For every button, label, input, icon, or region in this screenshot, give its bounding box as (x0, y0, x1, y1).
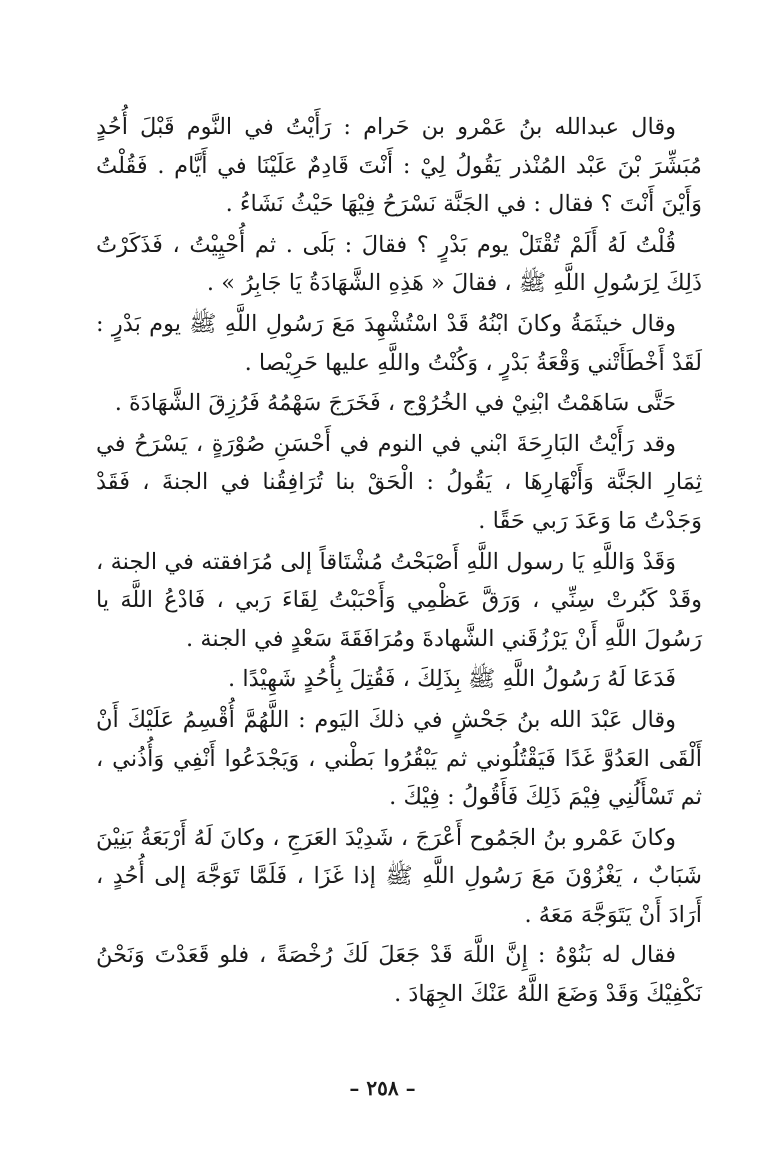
page-number: – ٢٥٨ – (349, 1076, 416, 1100)
paragraph-3: وقال خيثَمَةُ وكانَ ابْنُهُ قَدْ اسْتُشْهِدَ مَعَ رَسُولِ اللَّهِ ﷺ يوم بَدْرٍ : لَقَدْ أَخْطَأَتْني وَقْعَةُ بَدْرٍ ، وَكُنْتُ واللَّهِ عليها حَرِيْصا . (96, 310, 702, 376)
body-text (96, 108, 702, 1016)
paragraph-5: وقد رَأَيْتُ البَارِحَةَ ابْني في النوم في أَحْسَنِ صُوْرَةٍ ، يَسْرَحُ في ثِمَارِ الجَنَّة وَأَنْهَارِهَا ، يَقُولُ : الْحَقْ بنا تُرَافِقُنا في الجنةَ ، فَقَدْ وَجَدْتُ مَا وَعَدَ رَبي حَقًا . (96, 430, 702, 534)
paragraph-4: حَتَّى سَاهَمْتُ ابْنِيْ في الخُرُوْج ، فَخَرَجَ سَهْمُهُ فَرُزِقَ الشَّهَادَةَ . (114, 390, 676, 417)
paragraph-6: وَقَدْ وَاللَّهِ يَا رسول اللَّهِ أَصْبَحْتُ مُشْتَاقاً إلى مُرَافقته في الجنة ، وقَدْ كَبُرتْ سِنِّي ، وَرَقَّ عَظْمِي وَأَحْبَبْتُ لِقَاءَ رَبي ، فَادْعُ اللَّهَ يا رَسُولَ اللَّهِ أَنْ يَرْزُقَني الشَّهادةَ ومُرَافَقَةَ سَعْدٍ في الجنة . (96, 548, 702, 652)
paragraph-10: فقال له بَنُوْهُ : إِنَّ اللَّهَ قَدْ جَعَلَ لَكَ رُخْصَةً ، فلو قَعَدْتَ وَنَحْنُ نَكْفِيْكَ وَقَدْ وَضَعَ اللَّهُ عَنْكَ الجِهَادَ . (96, 942, 702, 1008)
paragraph-2: قُلْتُ لَهُ أَلَمْ تُقْتَلْ يوم بَدْرٍ ؟ فقالَ : بَلَى . ثم أُحْيِيْتُ ، فَذَكَرْتُ ذَلِكَ لِرَسُولِ اللَّهِ ﷺ ، فقالَ « هَذِهِ الشَّهَادَةُ يَا جَابِرُ » . (96, 231, 702, 297)
paragraph-9: وكانَ عَمْرو بنُ الجَمُوح أَعْرَجَ ، شَدِيْدَ العَرَجِ ، وكانَ لَهُ أَرْبَعَةُ بَنِيْنَ شَبَابٌ ، يَغْزُوْنَ مَعَ رَسُولِ اللَّهِ ﷺ إذا غَزَا ، فَلَمَّا تَوَجَّهَ إلى أُحُدٍ ، أَرَادَ أَنْ يَتَوَجَّهَ مَعَهُ . (96, 824, 702, 928)
paragraph-1: وقال عبدالله بنُ عَمْرو بن حَرام : رَأَيْتُ في النَّوم قَبْلَ أُحُدٍ مُبَشِّرَ بْنَ عَبْد المُنْذر يَقُولُ لِيْ : أَنْتَ قَادِمٌ عَلَيْنَا في أَيَّام . فَقُلْتُ وَأَيْنَ أَنْتَ ؟ فقال : في الجَنَّة نَسْرَحُ فِيْهَا حَيْثُ نَشَاءُ . (96, 114, 702, 218)
paragraph-7: فَدَعَا لَهُ رَسُولُ اللَّهِ ﷺ بِذَلِكَ ، فَقُتِلَ بِأُحُدٍ شَهِيْدًا . (228, 666, 676, 693)
paragraph-8: وقال عَبْدَ الله بنُ جَحْشٍ في ذلكَ اليَوم : اللَّهُمَّ أُقْسِمُ عَلَيْكَ أَنْ أَلْقَى العَدُوَّ غَدًا فَيَقْتُلُوني ثم يَبْقُرُوا بَطْني ، وَيَجْدَعُوا أَنْفِي وَأُذُني ، ثم تَسْأَلُنِي فِيْمَ ذَلِكَ فَأَقُولُ : فِيْكَ . (96, 706, 702, 811)
